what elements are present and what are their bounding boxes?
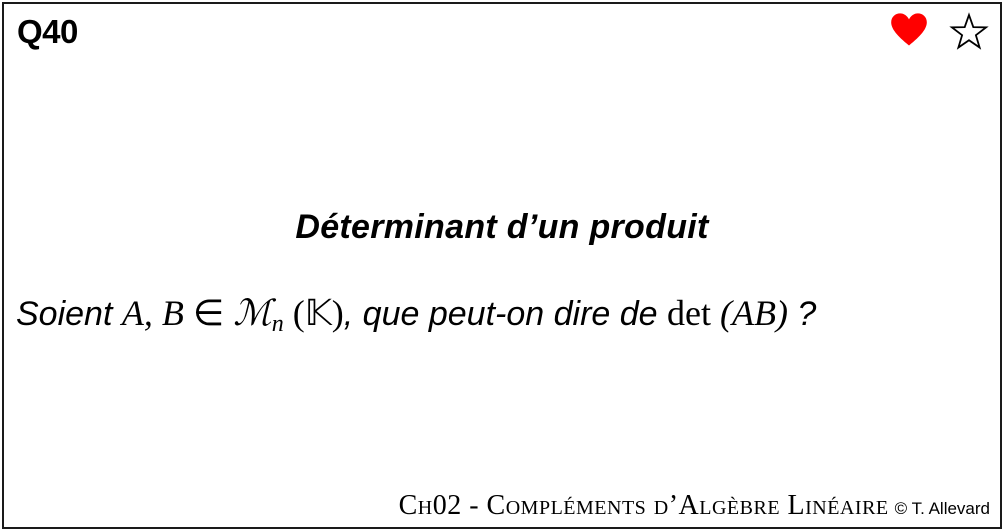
card-title: Déterminant d’un produit: [295, 208, 709, 246]
chapter-label: Ch02 - Compléments d’Algèbre Linéaire: [398, 490, 889, 521]
question-number: Q40: [17, 13, 78, 50]
question-middle: , que peut-on dire de: [343, 295, 668, 333]
field-symbol: (𝕂): [283, 293, 344, 333]
math-vars: A, B: [121, 293, 184, 333]
card-footer: [399, 490, 990, 522]
flashcard: [2, 2, 1002, 529]
question-end: ?: [787, 295, 817, 333]
star-outline-icon[interactable]: [949, 12, 989, 52]
copyright-label: © T. Allevard: [894, 499, 990, 518]
matrix-set-subscript: n: [271, 311, 284, 337]
det-function: det: [667, 293, 711, 333]
det-argument: (AB): [711, 293, 788, 333]
question-lead: Soient: [16, 295, 122, 333]
heart-icon[interactable]: [890, 11, 928, 49]
question-text: [16, 295, 816, 336]
matrix-set-symbol: ℳ: [233, 293, 272, 334]
element-of-symbol: ∈: [183, 293, 234, 333]
